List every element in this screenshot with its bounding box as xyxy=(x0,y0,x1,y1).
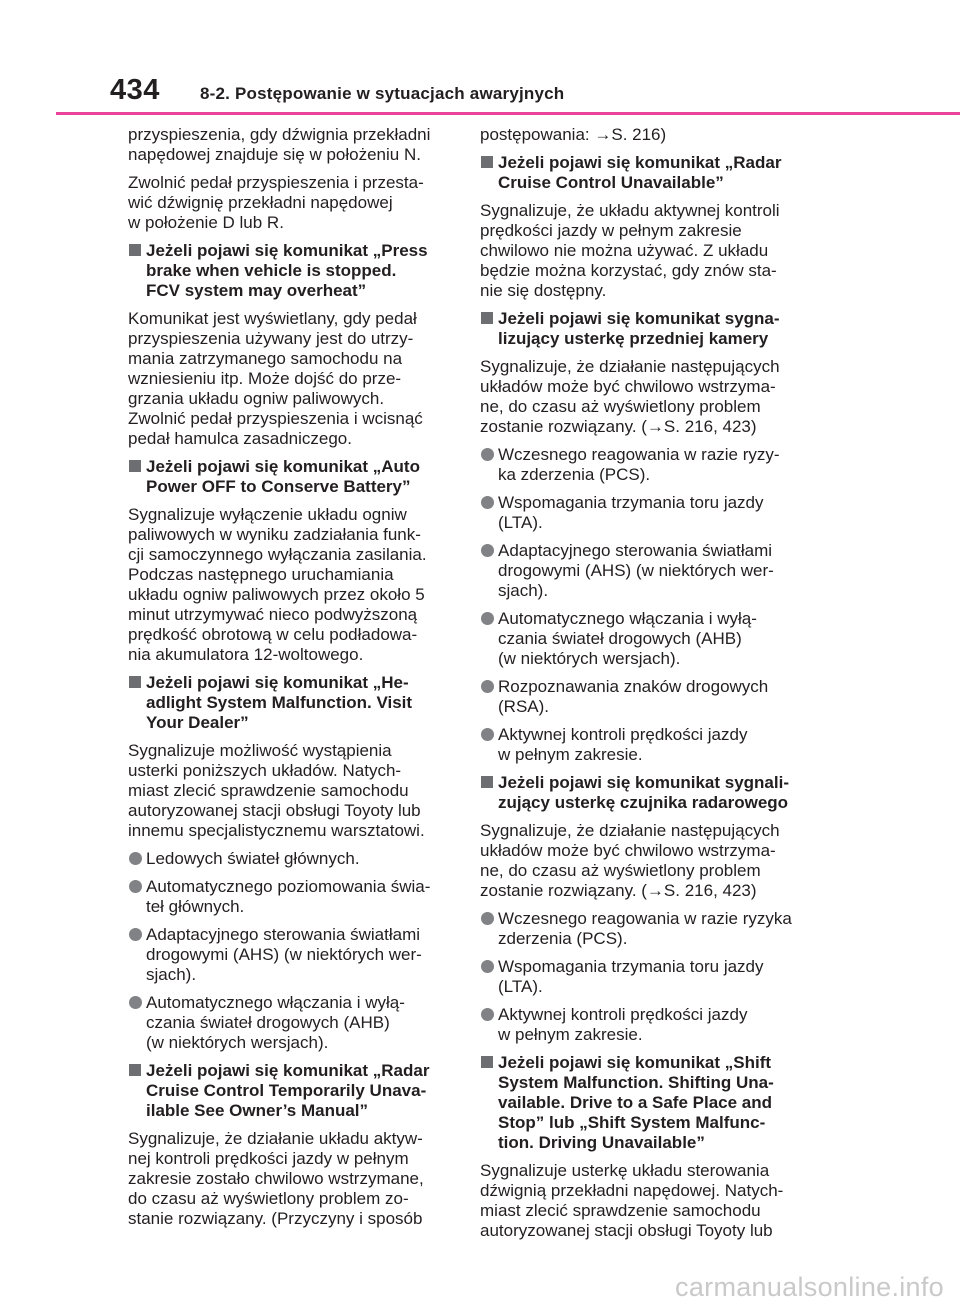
bullet-text: Adaptacyjnego sterowania światłami drogowymi (AHS) (w niektórych wer- sjach). xyxy=(498,541,774,600)
circle-bullet-icon xyxy=(481,680,494,693)
square-bullet-icon xyxy=(481,312,493,324)
circle-bullet-icon xyxy=(481,912,494,925)
para-text: przyspieszenia, gdy dźwignia przekładni napędowej znajduje się w położeniu N. xyxy=(128,125,431,164)
watermark: carmanualsonline.info xyxy=(675,1272,944,1302)
para-text: Sygnalizuje, że układu aktywnej kontroli prędkości jazdy w pełnym zakresie chwilowo nie można używać. Z układu będzie można korzystać, gdy znów sta- nie się dostępny. xyxy=(480,201,780,300)
bullet-text: Wspomagania trzymania toru jazdy (LTA). xyxy=(498,957,764,996)
heading-text: Jeżeli pojawi się komunikat „Auto Power OFF to Conserve Battery” xyxy=(146,457,420,496)
list-item xyxy=(480,493,815,533)
paragraph xyxy=(128,1129,463,1229)
list-item xyxy=(128,849,463,869)
list-item xyxy=(480,541,815,601)
header-divider xyxy=(56,112,960,115)
square-bullet-icon xyxy=(481,1056,493,1068)
list-item xyxy=(480,909,815,949)
bullet-text: Aktywnej kontroli prędkości jazdy w pełnym zakresie. xyxy=(498,725,748,764)
circle-bullet-icon xyxy=(481,612,494,625)
bullet-text: Automatycznego włączania i wyłą- czania świateł drogowych (AHB) (w niektórych wersjach). xyxy=(498,609,757,668)
bullet-text: Automatycznego włączania i wyłą- czania świateł drogowych (AHB) (w niektórych wersjach). xyxy=(146,993,405,1052)
heading-text: Jeżeli pojawi się komunikat „Radar Cruise Control Temporarily Unava- ilable See Owner’s Manual” xyxy=(146,1061,430,1120)
right-column xyxy=(480,125,815,1249)
section-heading xyxy=(128,457,463,497)
circle-bullet-icon xyxy=(129,996,142,1009)
para-text: Sygnalizuje, że działanie następujących układów może być chwilowo wstrzyma- ne, do czasu aż wyświetlony problem zostanie rozwiązany. (→S. 216, 423) xyxy=(480,357,780,436)
paragraph xyxy=(128,505,463,665)
paragraph xyxy=(128,309,463,449)
page-number: 434 xyxy=(110,74,160,106)
bullet-text: Ledowych świateł głównych. xyxy=(146,849,360,868)
paragraph xyxy=(480,201,815,301)
section-heading xyxy=(480,773,815,813)
heading-text: Jeżeli pojawi się komunikat „Radar Cruise Control Unavailable” xyxy=(498,153,782,192)
paragraph xyxy=(128,741,463,841)
para-text: Zwolnić pedał przyspieszenia i przesta- wić dźwignię przekładni napędowej w położenie D lub R. xyxy=(128,173,424,232)
paragraph xyxy=(480,357,815,437)
para-text: Sygnalizuje możliwość wystąpienia usterki poniższych układów. Natych- miast zlecić sprawdzenie samochodu autoryzowanej stacji obsługi Toyoty lub innemu specjalistycznemu warsztatowi. xyxy=(128,741,425,840)
bullet-text: Rozpoznawania znaków drogowych (RSA). xyxy=(498,677,769,716)
para-text: Sygnalizuje, że działanie następujących układów może być chwilowo wstrzyma- ne, do czasu aż wyświetlony problem zostanie rozwiązany. (→S. 216, 423) xyxy=(480,821,780,900)
left-column xyxy=(128,125,463,1237)
list-item xyxy=(480,957,815,997)
circle-bullet-icon xyxy=(481,544,494,557)
section-heading xyxy=(480,153,815,193)
circle-bullet-icon xyxy=(481,1008,494,1021)
para-text: Sygnalizuje usterkę układu sterowania dźwignią przekładni napędowej. Natych- miast zlecić sprawdzenie samochodu autoryzowanej stacji obsługi Toyoty lub xyxy=(480,1161,784,1240)
square-bullet-icon xyxy=(129,244,141,256)
section-heading xyxy=(128,1061,463,1121)
list-item xyxy=(480,445,815,485)
bullet-text: Wczesnego reagowania w razie ryzyka zderzenia (PCS). xyxy=(498,909,792,948)
list-item xyxy=(128,925,463,985)
list-item xyxy=(480,609,815,669)
heading-text: Jeżeli pojawi się komunikat sygnali- zujący usterkę czujnika radarowego xyxy=(498,773,789,812)
para-text: postępowania: →S. 216) xyxy=(480,125,667,144)
circle-bullet-icon xyxy=(481,448,494,461)
section-heading xyxy=(480,309,815,349)
section-heading xyxy=(128,673,463,733)
section-heading xyxy=(480,1053,815,1153)
section-heading xyxy=(128,241,463,301)
heading-text: Jeżeli pojawi się komunikat „Press brake when vehicle is stopped. FCV system may overheat” xyxy=(146,241,428,300)
para-text: Sygnalizuje wyłączenie układu ogniw paliwowych w wyniku zadziałania funk- cji samoczynnego wyłączania zasilania. Podczas następnego uruchamiania układu ogniw paliwowych przez około 5 minut utrzymywać nieco podwyższoną prędkość obrotową w celu podładowa- nia akumulatora 12-woltowego. xyxy=(128,505,427,664)
list-item xyxy=(128,877,463,917)
paragraph xyxy=(128,173,463,233)
heading-text: Jeżeli pojawi się komunikat „Shift System Malfunction. Shifting Una- vailable. Drive to a Safe Place and Stop” lub „Shift System Malfunc- tion. Driving Unavailable” xyxy=(498,1053,774,1152)
square-bullet-icon xyxy=(129,676,141,688)
circle-bullet-icon xyxy=(481,496,494,509)
list-item xyxy=(128,993,463,1053)
circle-bullet-icon xyxy=(129,928,142,941)
heading-text: Jeżeli pojawi się komunikat „He- adlight System Malfunction. Visit Your Dealer” xyxy=(146,673,413,732)
list-item xyxy=(480,677,815,717)
bullet-text: Adaptacyjnego sterowania światłami drogowymi (AHS) (w niektórych wer- sjach). xyxy=(146,925,422,984)
circle-bullet-icon xyxy=(129,852,142,865)
square-bullet-icon xyxy=(481,776,493,788)
bullet-text: Wspomagania trzymania toru jazdy (LTA). xyxy=(498,493,764,532)
square-bullet-icon xyxy=(481,156,493,168)
circle-bullet-icon xyxy=(481,960,494,973)
paragraph xyxy=(480,125,815,145)
paragraph xyxy=(480,821,815,901)
list-item xyxy=(480,1005,815,1045)
circle-bullet-icon xyxy=(481,728,494,741)
section-title: 8-2. Postępowanie w sytuacjach awaryjnych xyxy=(200,84,565,103)
heading-text: Jeżeli pojawi się komunikat sygna- lizujący usterkę przedniej kamery xyxy=(498,309,780,348)
para-text: Sygnalizuje, że działanie układu aktyw- nej kontroli prędkości jazdy w pełnym zakresie zostało chwilowo wstrzymane, do czasu aż wyświetlony problem zo- stanie rozwiązany. (Przyczyny i sposób xyxy=(128,1129,424,1228)
page-header xyxy=(110,74,960,114)
circle-bullet-icon xyxy=(129,880,142,893)
paragraph xyxy=(480,1161,815,1241)
bullet-text: Automatycznego poziomowania świa- teł głównych. xyxy=(146,877,431,916)
para-text: Komunikat jest wyświetlany, gdy pedał przyspieszenia używany jest do utrzy- mania zatrzymanego samochodu na wzniesieniu itp. Może dojść do prze- grzania układu ogniw paliwowych. Zwolnić pedał przyspieszenia i wcisnąć pedał hamulca zasadniczego. xyxy=(128,309,423,448)
bullet-text: Aktywnej kontroli prędkości jazdy w pełnym zakresie. xyxy=(498,1005,748,1044)
paragraph xyxy=(128,125,463,165)
list-item xyxy=(480,725,815,765)
square-bullet-icon xyxy=(129,1064,141,1076)
square-bullet-icon xyxy=(129,460,141,472)
bullet-text: Wczesnego reagowania w razie ryzy- ka zderzenia (PCS). xyxy=(498,445,780,484)
